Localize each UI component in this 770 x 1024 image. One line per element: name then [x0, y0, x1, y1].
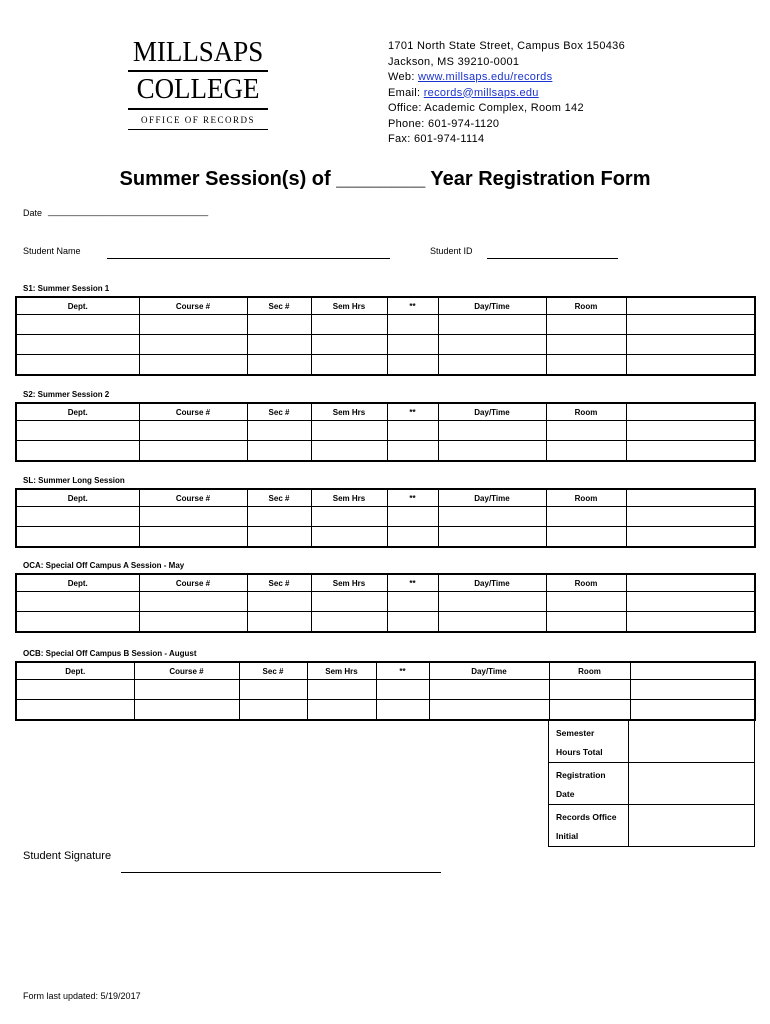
col-dept: Dept.: [16, 403, 139, 421]
email-link[interactable]: records@millsaps.edu: [423, 86, 539, 99]
form-updated-note: Form last updated: 5/19/2017: [23, 991, 141, 1001]
form-title: Summer Session(s) of ________ Year Registration Form: [119, 168, 651, 190]
totals-table: [548, 720, 755, 847]
address-web: [388, 70, 625, 86]
col-sec: Sec #: [239, 662, 307, 680]
table-row[interactable]: [16, 507, 755, 527]
col-dept: Dept.: [16, 489, 139, 507]
col-course: Course #: [139, 403, 247, 421]
college-logo: [128, 38, 268, 130]
student-id-label: Student ID: [430, 246, 473, 256]
col-room: Room: [546, 574, 626, 592]
address-office: Office: Academic Complex, Room 142: [388, 102, 584, 114]
col-course: Course #: [139, 489, 247, 507]
col-extra: [626, 489, 755, 507]
col-day-time: Day/Time: [438, 403, 546, 421]
records-office-row: [549, 805, 755, 847]
logo-line-1: MILLSAPS: [132, 36, 264, 68]
table-row[interactable]: [16, 700, 755, 721]
col-sem-hrs: Sem Hrs: [311, 403, 387, 421]
col-room: Room: [549, 662, 630, 680]
col-room: Room: [546, 297, 626, 315]
records-office-label: Records Office Initial: [549, 805, 629, 847]
email-label: Email:: [388, 86, 424, 99]
semester-hours-row: [549, 721, 755, 763]
table-row[interactable]: [16, 355, 755, 376]
table-row[interactable]: [16, 592, 755, 612]
col-extra: [626, 403, 755, 421]
col-room: Room: [546, 403, 626, 421]
course-table-sl: [15, 488, 756, 548]
logo-rule-3: [128, 129, 268, 131]
address-phone: Phone: 601-974-1120: [388, 117, 500, 130]
col-sem-hrs: Sem Hrs: [307, 662, 376, 680]
col-sec: Sec #: [247, 297, 311, 315]
col-sec: Sec #: [247, 574, 311, 592]
col-room: Room: [546, 489, 626, 507]
col-sec: Sec #: [247, 403, 311, 421]
course-table-s2: [15, 402, 756, 462]
col-extra: [626, 297, 755, 315]
registration-date-label: Registration Date: [549, 763, 629, 805]
web-link[interactable]: www.millsaps.edu/records: [418, 71, 553, 83]
col-notes: **: [387, 403, 438, 421]
date-label: Date: [23, 208, 43, 218]
course-table-ocb: [15, 661, 756, 721]
col-notes: **: [387, 574, 438, 592]
table-row[interactable]: [16, 527, 755, 548]
table-row[interactable]: [16, 315, 755, 335]
col-extra: [626, 574, 755, 592]
col-dept: Dept.: [16, 662, 134, 680]
logo-line-2: COLLEGE: [136, 73, 260, 105]
student-name-field[interactable]: [107, 258, 390, 259]
col-notes: **: [387, 489, 438, 507]
web-label: Web:: [388, 71, 419, 83]
student-name-label: Student Name: [23, 246, 81, 256]
table-row[interactable]: [16, 612, 755, 633]
records-office-field[interactable]: [629, 805, 755, 847]
address-street: 1701 North State Street, Campus Box 150436: [388, 40, 626, 52]
semester-hours-label: Semester Hours Total: [549, 721, 629, 763]
course-table-oca: [15, 573, 756, 633]
col-day-time: Day/Time: [438, 297, 546, 315]
signature-label: Student Signature: [23, 850, 112, 862]
col-course: Course #: [134, 662, 239, 680]
signature-field[interactable]: [121, 872, 441, 873]
student-id-field[interactable]: [487, 258, 618, 259]
col-sem-hrs: Sem Hrs: [311, 297, 387, 315]
address-fax: Fax: 601-974-1114: [388, 133, 485, 145]
logo-rule-2: [128, 108, 268, 110]
col-course: Course #: [139, 574, 247, 592]
logo-line-3: OFFICE OF RECORDS: [140, 114, 256, 125]
address-city: Jackson, MS 39210-0001: [388, 55, 520, 68]
semester-hours-field[interactable]: [629, 721, 755, 763]
table-row[interactable]: [16, 680, 755, 700]
registration-date-field[interactable]: [629, 763, 755, 805]
col-day-time: Day/Time: [438, 574, 546, 592]
address-email: [388, 86, 625, 102]
col-extra: [630, 662, 755, 680]
col-sem-hrs: Sem Hrs: [311, 574, 387, 592]
col-sem-hrs: Sem Hrs: [311, 489, 387, 507]
table-row[interactable]: [16, 421, 755, 441]
section-label-sl: SL: Summer Long Session: [23, 476, 125, 485]
logo-rule: [128, 70, 268, 72]
section-label-s1: S1: Summer Session 1: [23, 284, 110, 293]
section-label-s2: S2: Summer Session 2: [23, 390, 110, 399]
col-dept: Dept.: [16, 574, 139, 592]
registration-date-row: [549, 763, 755, 805]
col-sec: Sec #: [247, 489, 311, 507]
col-dept: Dept.: [16, 297, 139, 315]
col-day-time: Day/Time: [438, 489, 546, 507]
course-table-s1: [15, 296, 756, 376]
col-course: Course #: [139, 297, 247, 315]
col-day-time: Day/Time: [429, 662, 549, 680]
date-field[interactable]: ________________________________: [48, 206, 209, 216]
section-label-ocb: OCB: Special Off Campus B Session - August: [23, 649, 197, 658]
section-label-oca: OCA: Special Off Campus A Session - May: [23, 561, 185, 570]
col-notes: **: [387, 297, 438, 315]
table-row[interactable]: [16, 335, 755, 355]
table-row[interactable]: [16, 441, 755, 462]
col-notes: **: [376, 662, 429, 680]
address-block: [388, 39, 625, 148]
